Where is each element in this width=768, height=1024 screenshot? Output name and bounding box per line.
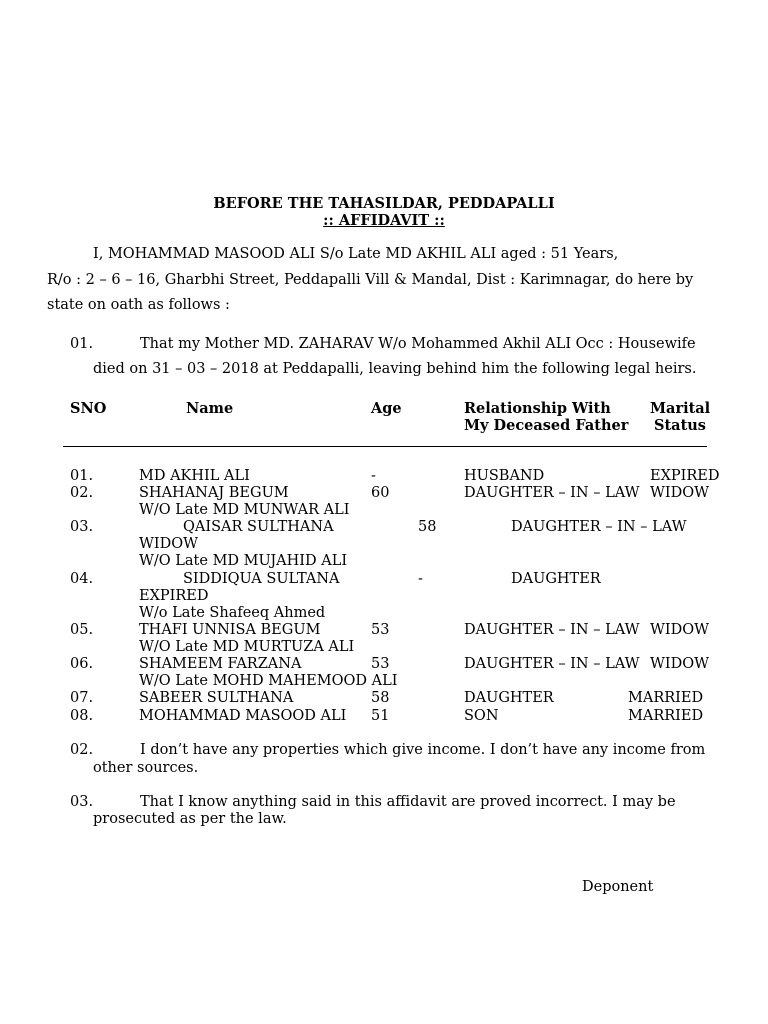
header-marital-1: Marital <box>650 400 711 417</box>
row-sno: 07. <box>70 690 94 706</box>
row-relationship: DAUGHTER <box>511 571 601 587</box>
row-status: EXPIRED <box>650 468 720 484</box>
header-name: Name <box>186 400 234 417</box>
row-name: SABEER SULTHANA <box>139 690 294 706</box>
header-marital-2: Status <box>654 417 706 434</box>
row-name: SHAMEEM FARZANA <box>139 656 302 672</box>
row-relationship: DAUGHTER – IN – LAW <box>464 485 640 501</box>
header-age: Age <box>371 400 402 417</box>
header-rule <box>63 446 707 447</box>
row-sno: 04. <box>70 571 94 587</box>
row-status: MARRIED <box>628 708 704 724</box>
row-sno: 08. <box>70 708 94 724</box>
header-sno: SNO <box>70 400 107 417</box>
row-age: 58 <box>371 690 390 706</box>
row-sno: 03. <box>70 519 94 535</box>
clause-2-line-2: other sources. <box>93 760 199 776</box>
clause-3-line-1: That I know anything said in this affidavit are proved incorrect. I may be <box>140 794 676 810</box>
row-name: SHAHANAJ BEGUM <box>139 485 289 501</box>
row-spouse-note: W/O Late MD MURTUZA ALI <box>139 639 355 655</box>
clause-2-number: 02. <box>70 742 94 758</box>
signature-deponent: Deponent <box>582 879 654 895</box>
row-spouse-note: W/O Late MD MUJAHID ALI <box>139 553 348 569</box>
clause-3-number: 03. <box>70 794 94 810</box>
row-status: WIDOW <box>650 656 710 672</box>
document-title: BEFORE THE TAHASILDAR, PEDDAPALLI <box>213 195 555 212</box>
row-relationship: SON <box>464 708 499 724</box>
intro-line-1: I, MOHAMMAD MASOOD ALI S/o Late MD AKHIL ALI aged : 51 Years, <box>93 246 619 262</box>
row-relationship: DAUGHTER – IN – LAW <box>511 519 687 535</box>
row-status-wrapped: WIDOW <box>139 536 199 552</box>
row-name: SIDDIQUA SULTANA <box>183 571 340 587</box>
row-status-wrapped: EXPIRED <box>139 588 209 604</box>
row-spouse-note: W/O Late MD MUNWAR ALI <box>139 502 350 518</box>
row-sno: 02. <box>70 485 94 501</box>
row-status: MARRIED <box>628 690 704 706</box>
header-relationship-2: My Deceased Father <box>464 417 629 434</box>
row-name: MOHAMMAD MASOOD ALI <box>139 708 347 724</box>
row-age: 53 <box>371 622 390 638</box>
row-relationship: HUSBAND <box>464 468 545 484</box>
row-age: 53 <box>371 656 390 672</box>
row-name: MD AKHIL ALI <box>139 468 250 484</box>
row-sno: 01. <box>70 468 94 484</box>
row-age: - <box>418 571 423 587</box>
row-sno: 06. <box>70 656 94 672</box>
row-name: THAFI UNNISA BEGUM <box>139 622 321 638</box>
header-relationship-1: Relationship With <box>464 400 611 417</box>
clause-1-line-1: That my Mother MD. ZAHARAV W/o Mohammed Akhil ALI Occ : Housewife <box>140 336 696 352</box>
row-relationship: DAUGHTER – IN – LAW <box>464 622 640 638</box>
row-age: 58 <box>418 519 437 535</box>
row-age: 51 <box>371 708 390 724</box>
row-relationship: DAUGHTER – IN – LAW <box>464 656 640 672</box>
row-status: WIDOW <box>650 485 710 501</box>
row-relationship: DAUGHTER <box>464 690 554 706</box>
row-spouse-note: W/O Late MOHD MAHEMOOD ALI <box>139 673 398 689</box>
row-sno: 05. <box>70 622 94 638</box>
row-status: WIDOW <box>650 622 710 638</box>
row-spouse-note: W/o Late Shafeeq Ahmed <box>139 605 326 621</box>
document-subtitle: :: AFFIDAVIT :: <box>323 212 445 229</box>
clause-2-line-1: I don’t have any properties which give income. I don’t have any income from <box>140 742 706 758</box>
clause-1-line-2: died on 31 – 03 – 2018 at Peddapalli, leaving behind him the following legal heirs. <box>93 361 697 377</box>
row-age: 60 <box>371 485 390 501</box>
clause-1-number: 01. <box>70 336 94 352</box>
intro-line-3: state on oath as follows : <box>47 297 230 313</box>
row-age: - <box>371 468 376 484</box>
row-name: QAISAR SULTHANA <box>183 519 334 535</box>
clause-3-line-2: prosecuted as per the law. <box>93 811 287 827</box>
intro-line-2: R/o : 2 – 6 – 16, Gharbhi Street, Peddapalli Vill & Mandal, Dist : Karimnagar, do here by <box>47 272 694 288</box>
